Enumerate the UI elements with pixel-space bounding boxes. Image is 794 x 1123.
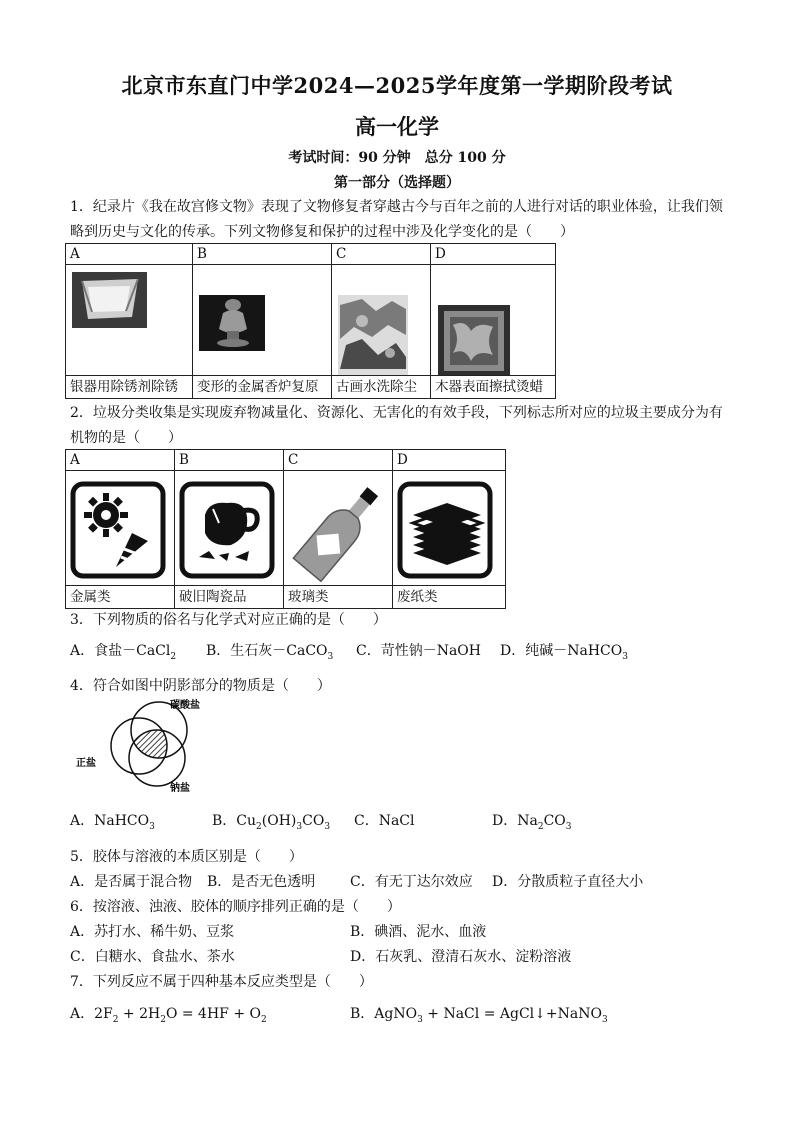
q1-caption-b: 变形的金属香炉复原 — [193, 376, 332, 399]
q4-option-b: B．$Cu_2(OH)_3CO_3$ — [212, 813, 331, 832]
exam-title: 北京市东直门中学2024—2025学年度第一学期阶段考试 — [121, 73, 673, 98]
q1-caption-a: 银器用除锈剂除锈 — [66, 376, 193, 399]
silverware-photo-icon — [66, 265, 192, 375]
q2-stem-line2: 机物的是（ ） — [70, 430, 182, 446]
metal-recycling-icon — [66, 471, 174, 585]
q5-option-b: B．是否无色透明 — [207, 874, 316, 890]
q3-option-b: B．生石灰－CaCO$_3$ — [206, 643, 334, 662]
incense-burner-photo-icon — [193, 265, 331, 375]
q1-caption-d: 木器表面擦拭烫蜡 — [431, 376, 556, 399]
q5-stem: 5．胶体与溶液的本质区别是（ ） — [70, 849, 303, 865]
venn-label-carbonate: 碳酸盐 — [170, 700, 200, 711]
q5-option-c: C．有无丁达尔效应 — [350, 874, 473, 890]
q1-image-b — [193, 265, 332, 376]
q4-option-a: A．NaHCO$_3$ — [70, 813, 155, 832]
paper-stack-icon — [393, 471, 501, 585]
section-title: 第一部分（选择题） — [334, 175, 460, 191]
q6-option-c: C．白糖水、食盐水、茶水 — [70, 949, 235, 965]
q3-option-d: D．纯碱－NaHCO$_3$ — [500, 643, 628, 662]
q3-stem: 3．下列物质的俗名与化学式对应正确的是（ ） — [70, 612, 387, 628]
q4-option-c: C．NaCl — [354, 813, 415, 829]
venn-diagram — [72, 696, 212, 796]
q2-label-d: D — [393, 450, 506, 471]
q2-image-b — [175, 471, 284, 586]
q3-option-c: C．苛性钠－NaOH — [356, 643, 481, 659]
ancient-painting-photo-icon — [332, 265, 430, 375]
q1-caption-c: 古画水洗除尘 — [332, 376, 431, 399]
q2-image-d — [393, 471, 506, 586]
venn-label-sodium-salt: 钠盐 — [170, 783, 190, 794]
q2-options-table — [65, 449, 506, 609]
q1-label-d: D — [431, 244, 556, 265]
q1-label-a: A — [66, 244, 193, 265]
q6-stem: 6．按溶液、浊液、胶体的顺序排列正确的是（ ） — [70, 899, 401, 915]
q1-stem-line1: 1．纪录片《我在故宫修文物》表现了文物修复者穿越古今与百年之前的人进行对话的职业体验，让我们领 — [70, 199, 723, 215]
q2-image-a — [66, 471, 175, 586]
subject-title: 高一化学 — [355, 114, 439, 139]
q2-label-a: A — [66, 450, 175, 471]
q1-image-d — [431, 265, 556, 376]
q1-image-c — [332, 265, 431, 376]
q2-label-b: B — [175, 450, 284, 471]
q6-option-b: B．碘酒、泥水、血液 — [350, 924, 487, 940]
q2-caption-a: 金属类 — [66, 586, 175, 609]
glass-bottle-icon — [284, 471, 392, 585]
q2-stem-line1: 2．垃圾分类收集是实现废弃物减量化、资源化、无害化的有效手段，下列标志所对应的垃圾主要成分为有 — [70, 405, 723, 421]
q5-option-a: A．是否属于混合物 — [70, 874, 193, 890]
q2-caption-d: 废纸类 — [393, 586, 506, 609]
q1-image-a — [66, 265, 193, 376]
q3-option-a: A．食盐－CaCl$_2$ — [70, 643, 177, 662]
q6-option-a: A．苏打水、稀牛奶、豆浆 — [70, 924, 235, 940]
ceramic-recycling-icon — [175, 471, 283, 585]
q2-image-c — [284, 471, 393, 586]
exam-info: 考试时间：90 分钟 总分 100 分 — [288, 150, 506, 166]
q1-label-b: B — [193, 244, 332, 265]
q1-options-table — [65, 243, 556, 399]
q5-option-d: D．分散质粒子直径大小 — [492, 874, 644, 890]
q1-label-c: C — [332, 244, 431, 265]
q4-stem: 4．符合如图中阴影部分的物质是（ ） — [70, 678, 331, 694]
q6-option-d: D．石灰乳、澄清石灰水、淀粉溶液 — [350, 949, 572, 965]
q7-option-a: A．$2F_2 + 2H_2O = 4HF + O_2$ — [70, 1006, 267, 1025]
q1-stem-line2: 略到历史与文化的传承。下列文物修复和保护的过程中涉及化学变化的是（ ） — [70, 224, 574, 240]
venn-label-normal-salt: 正盐 — [76, 758, 96, 769]
wooden-carving-photo-icon — [431, 265, 551, 375]
q2-caption-b: 破旧陶瓷品 — [175, 586, 284, 609]
q7-option-b: B．AgNO$_3$ + NaCl = AgCl↓+NaNO$_3$ — [350, 1006, 608, 1025]
q2-caption-c: 玻璃类 — [284, 586, 393, 609]
q4-option-d: D．$Na_2CO_3$ — [492, 813, 572, 832]
q2-label-c: C — [284, 450, 393, 471]
q7-stem: 7．下列反应不属于四种基本反应类型是（ ） — [70, 974, 373, 990]
